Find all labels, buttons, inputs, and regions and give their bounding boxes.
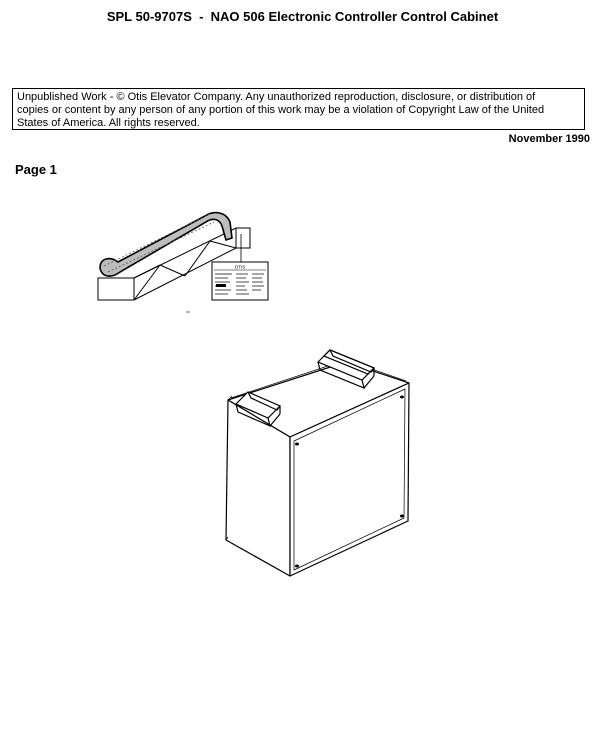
notice-line: Unpublished Work - © Otis Elevator Company. Any unauthorized reproduction, disclosure, or distribution of [17,91,536,103]
document-title: SPL 50-9707S - NAO 506 Electronic Controller Control Cabinet [106,9,499,24]
notice-line: copies or content by any person of any portion of this work may be a violation of Copyright Law of the United [17,104,545,116]
plate-header: OTIS [234,264,246,270]
page-number: Page 1 [15,162,57,177]
notice-line: States of America. All rights reserved. [17,117,200,129]
document-date: November 1990 [508,133,590,145]
